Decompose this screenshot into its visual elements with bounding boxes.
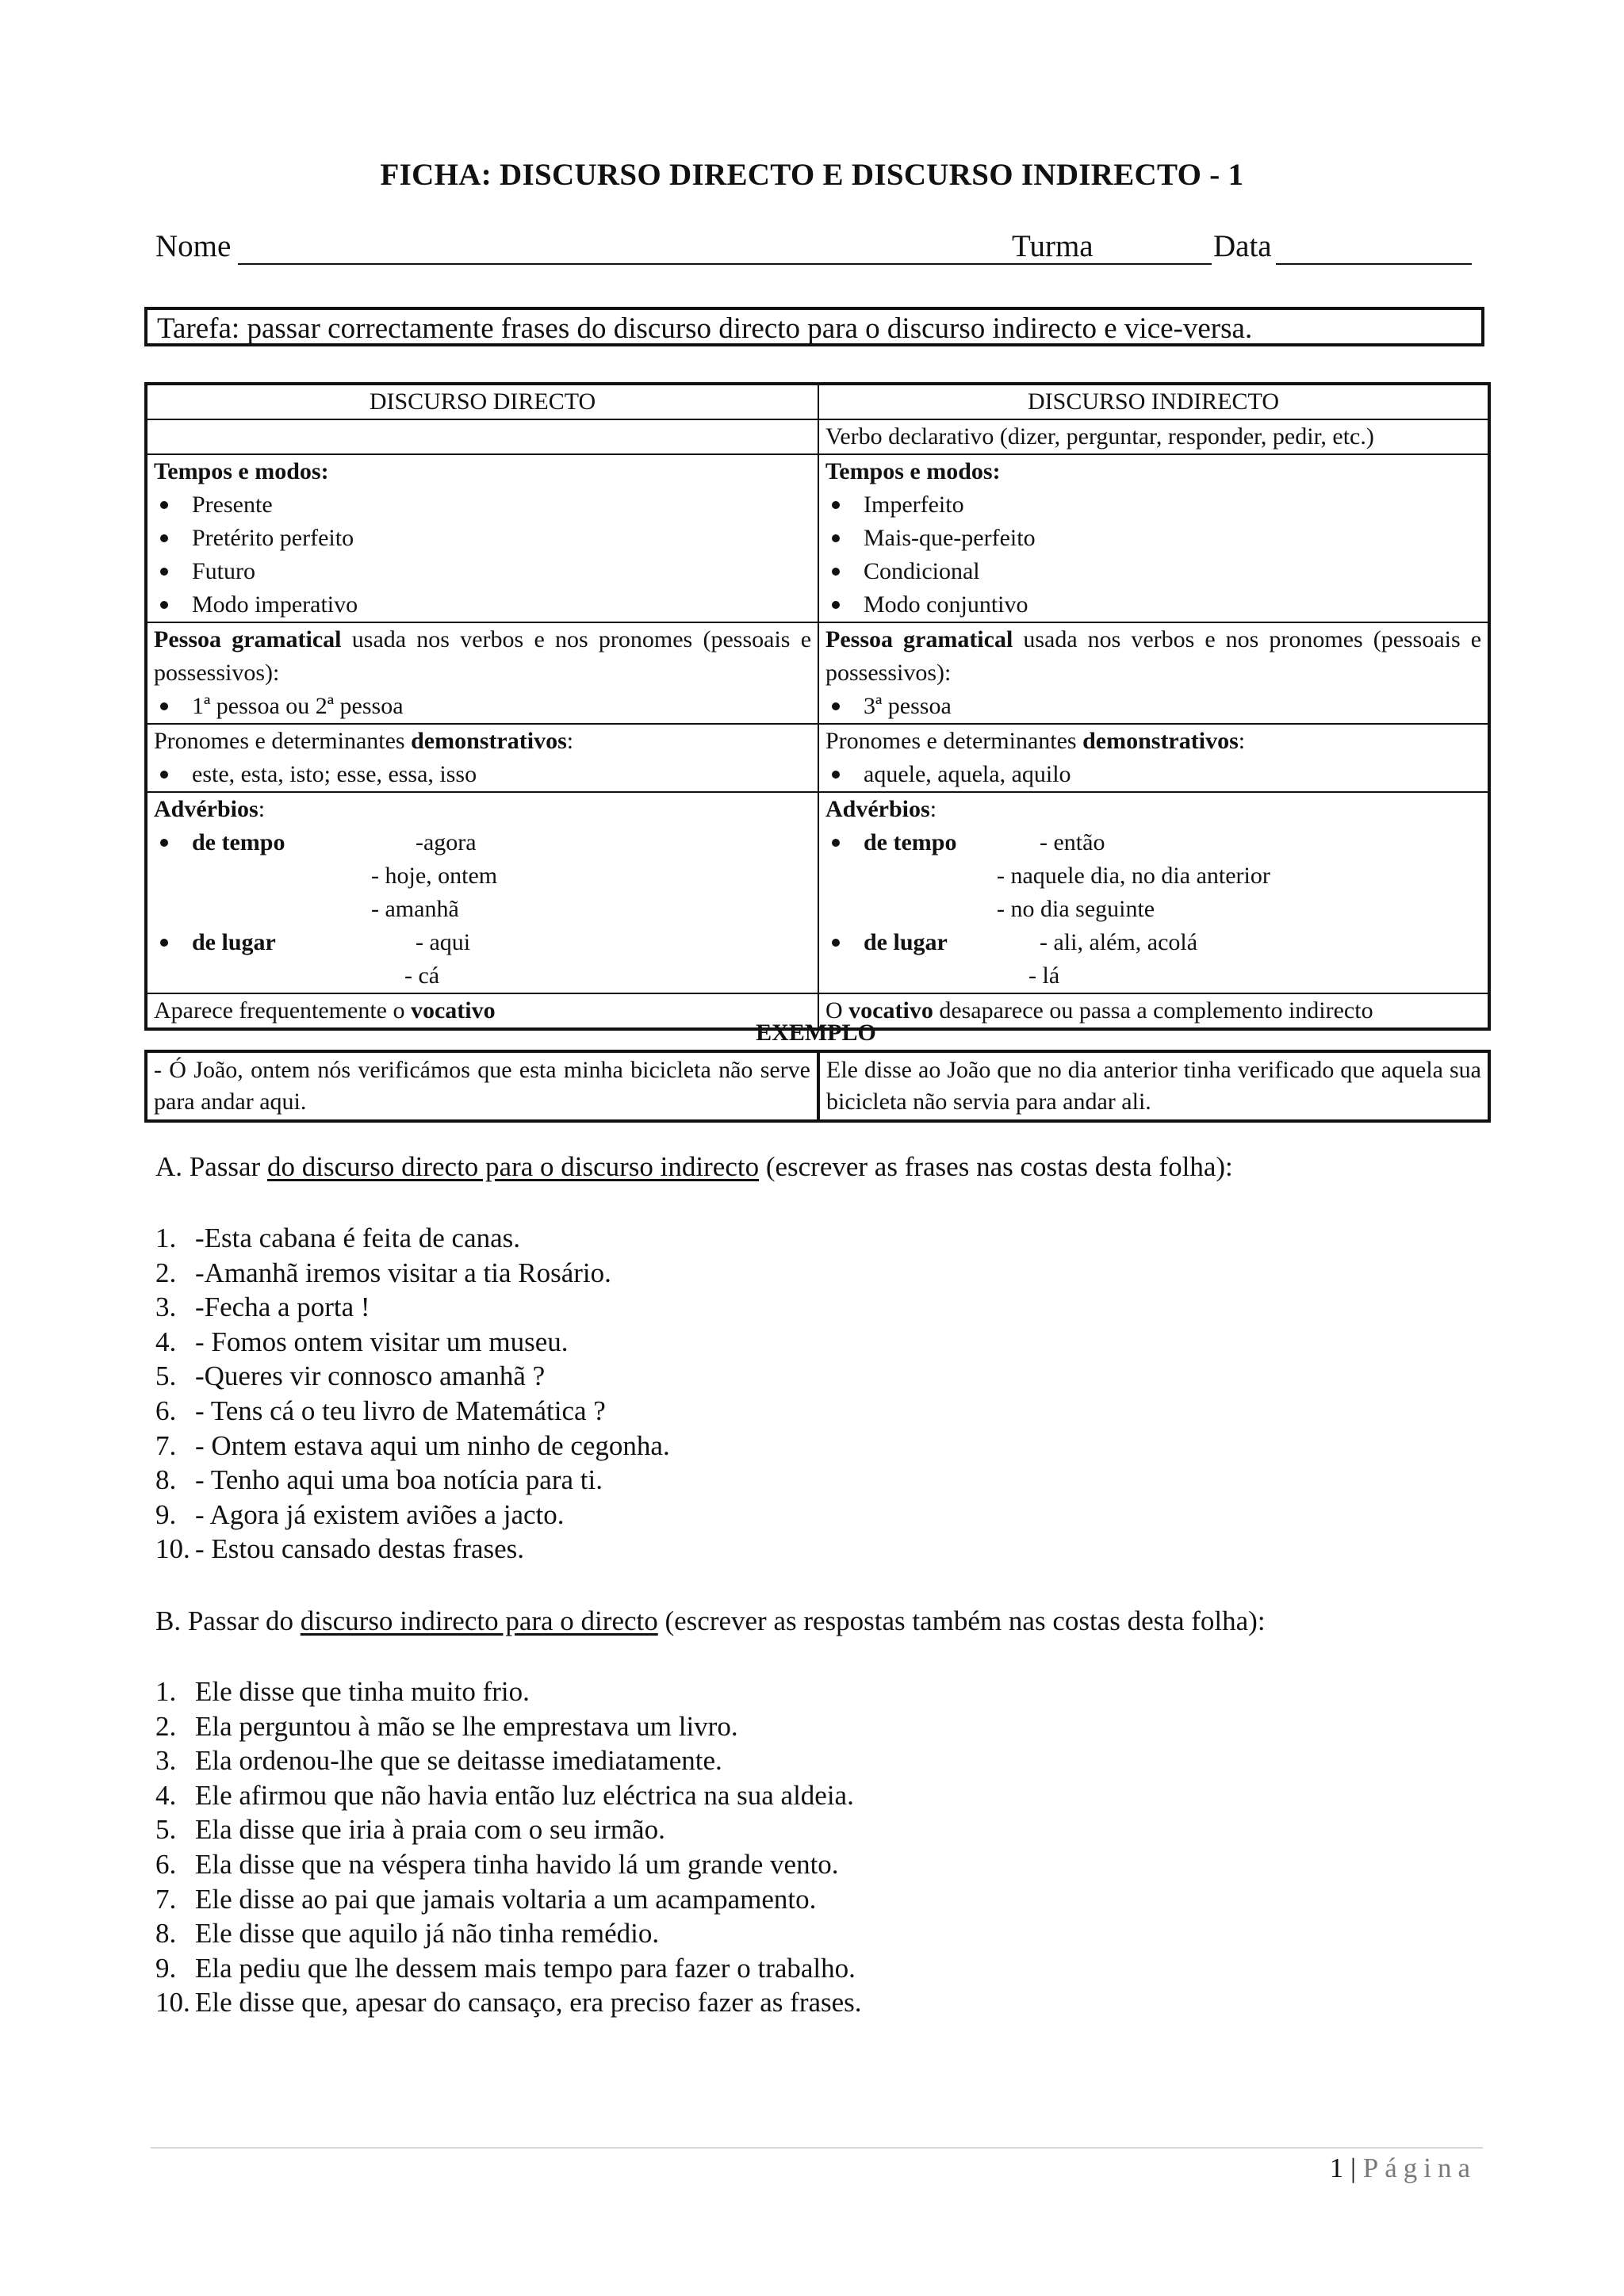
list-item: Pretérito perfeito [154,522,811,555]
demo-indirect-cell: Pronomes e determinantes demonstrativos: aquele, aquela, aquilo [818,724,1489,792]
table-header-row [146,384,1489,419]
list-item: Modo imperativo [154,588,811,622]
tempos-label: Tempos e modos: [825,458,1001,484]
list-item: 2. -Amanhã iremos visitar a tia Rosário. [155,1257,611,1288]
vocativo-label: vocativo [410,997,496,1024]
table-row [146,454,1489,622]
example-direct: - Ó João, ontem nós verificámos que esta minha bicicleta não serve para andar aqui. [146,1051,818,1121]
section-b-list [155,1674,862,2020]
task-box: Tarefa: passar correctamente frases do discurso directo para o discurso indirecto e vice-versa. [144,307,1484,346]
list-item: Modo conjuntivo [825,588,1481,622]
list-item: 6. Ela disse que na véspera tinha havido lá um grande vento. [155,1848,839,1880]
page-title: FICHA: DISCURSO DIRECTO E DISCURSO INDIRECTO - 1 [380,158,1244,192]
page-number: 1 [1329,2152,1344,2183]
footer-separator: | [1350,2152,1356,2183]
list-item: 10. Ele disse que, apesar do cansaço, era preciso fazer as frases. [155,1987,862,2019]
list-item: 9. - Agora já existem aviões a jacto. [155,1498,565,1530]
list-item: 3. -Fecha a porta ! [155,1292,370,1323]
list-item: Presente [154,488,811,522]
list-item: 1ª pessoa ou 2ª pessoa [154,690,811,723]
list-item: este, esta, isto; esse, essa, isso [154,758,811,791]
student-info-line [155,228,1472,270]
grammar-comparison-table [144,382,1491,1031]
verbo-declarativo: Verbo declarativo (dizer, perguntar, responder, pedir, etc.) [818,419,1489,454]
vocativo-indirect-cell: O vocativo desaparece ou passa a complemento indirecto [818,993,1489,1029]
demo-label: demonstrativos [411,728,567,754]
section-b-heading: B. Passar do discurso indirecto para o directo (escrever as respostas também nas costas desta folha): [155,1605,1266,1636]
adverbios-indirect-cell: Advérbios: de tempo - então - naquele dia, no dia anterior - no dia seguinte de lugar - ali, além, acolá - lá [818,792,1489,993]
list-item: aquele, aquela, aquilo [825,758,1481,791]
list-item: 2. Ela perguntou à mão se lhe emprestava um livro. [155,1710,738,1742]
list-item: 1. -Esta cabana é feita de canas. [155,1223,521,1253]
col-header-direct: DISCURSO DIRECTO [146,384,818,419]
tempos-indirect-cell [818,454,1489,622]
demo-direct-cell: Pronomes e determinantes demonstrativos: este, esta, isto; esse, essa, isso [146,724,818,792]
tempos-label: Tempos e modos: [154,458,329,484]
list-item: 7. Ele disse ao pai que jamais voltaria a um acampamento. [155,1883,817,1915]
example-table [144,1050,1491,1123]
list-item: 1. Ele disse que tinha muito frio. [155,1676,530,1707]
adverb-lugar-row: de lugar - ali, além, acolá [825,926,1481,959]
pessoa-direct-cell [146,622,818,724]
page-footer [1330,2152,1477,2184]
list-item: 5. -Queres vir connosco amanhã ? [155,1360,546,1392]
example-indirect: Ele disse ao João que no dia anterior tinha verificado que aquela sua bicicleta não servia para andar ali. [818,1051,1489,1121]
list-item: Mais-que-perfeito [825,522,1481,555]
adverbios-label: Advérbios [825,796,930,822]
pessoa-text: usada nos verbos e nos pronomes (pessoais e possessivos): [154,626,812,686]
vocativo-label: vocativo [848,997,933,1024]
data-label: Data [1213,229,1272,263]
section-a-list [155,1221,670,1567]
footer-divider [151,2147,1483,2149]
adverb-lugar-row: de lugar - aqui [154,926,811,959]
tempos-direct-cell [146,454,818,622]
adverbios-label: Advérbios [154,796,259,822]
list-item: 4. - Fomos ontem visitar um museu. [155,1326,569,1357]
section-a-heading: A. Passar do discurso directo para o discurso indirecto (escrever as frases nas costas desta folha): [155,1151,1233,1182]
turma-label: Turma [1012,229,1094,263]
list-item: 5. Ela disse que iria à praia com o seu irmão. [155,1814,665,1846]
list-item: 10. - Estou cansado destas frases. [155,1533,525,1565]
list-item: 6. - Tens cá o teu livro de Matemática ? [155,1395,606,1426]
vocativo-direct-cell: Aparece frequentemente o vocativo [146,993,818,1029]
table-row [146,1051,1489,1121]
list-item: Imperfeito [825,488,1481,522]
pessoa-label: Pessoa gramatical [154,626,342,652]
pessoa-label: Pessoa gramatical [825,626,1013,652]
name-label: Nome [155,229,232,263]
example-heading: EXEMPLO [756,1020,876,1046]
col-header-indirect: DISCURSO INDIRECTO [818,384,1489,419]
pessoa-text: usada nos verbos e nos pronomes (pessoais e possessivos): [825,626,1482,686]
list-item: 3ª pessoa [825,690,1481,723]
adverbios-direct-cell: Advérbios: de tempo -agora - hoje, ontem - amanhã de lugar - aqui - cá [146,792,818,993]
table-row [146,622,1489,724]
adverb-tempo-row: de tempo - então [825,826,1481,859]
list-item: 7. - Ontem estava aqui um ninho de cegonha. [155,1429,670,1461]
list-item: Futuro [154,555,811,588]
demo-label: demonstrativos [1082,728,1239,754]
list-item: 8. - Tenho aqui uma boa notícia para ti. [155,1464,603,1496]
table-row [146,419,1489,454]
page-label: Página [1362,2152,1477,2183]
list-item: 8. Ele disse que aquilo já não tinha remédio. [155,1918,660,1950]
pessoa-indirect-cell [818,622,1489,724]
table-row [146,724,1489,792]
data-blank[interactable] [1276,263,1472,265]
list-item: 3. Ela ordenou-lhe que se deitasse imediatamente. [155,1745,722,1777]
list-item: Condicional [825,555,1481,588]
turma-blank[interactable] [1099,263,1212,265]
table-row [146,792,1489,993]
list-item: 9. Ela pediu que lhe dessem mais tempo para fazer o trabalho. [155,1952,856,1984]
list-item: 4. Ele afirmou que não havia então luz eléctrica na sua aldeia. [155,1779,854,1811]
adverb-tempo-row: de tempo -agora [154,826,811,859]
